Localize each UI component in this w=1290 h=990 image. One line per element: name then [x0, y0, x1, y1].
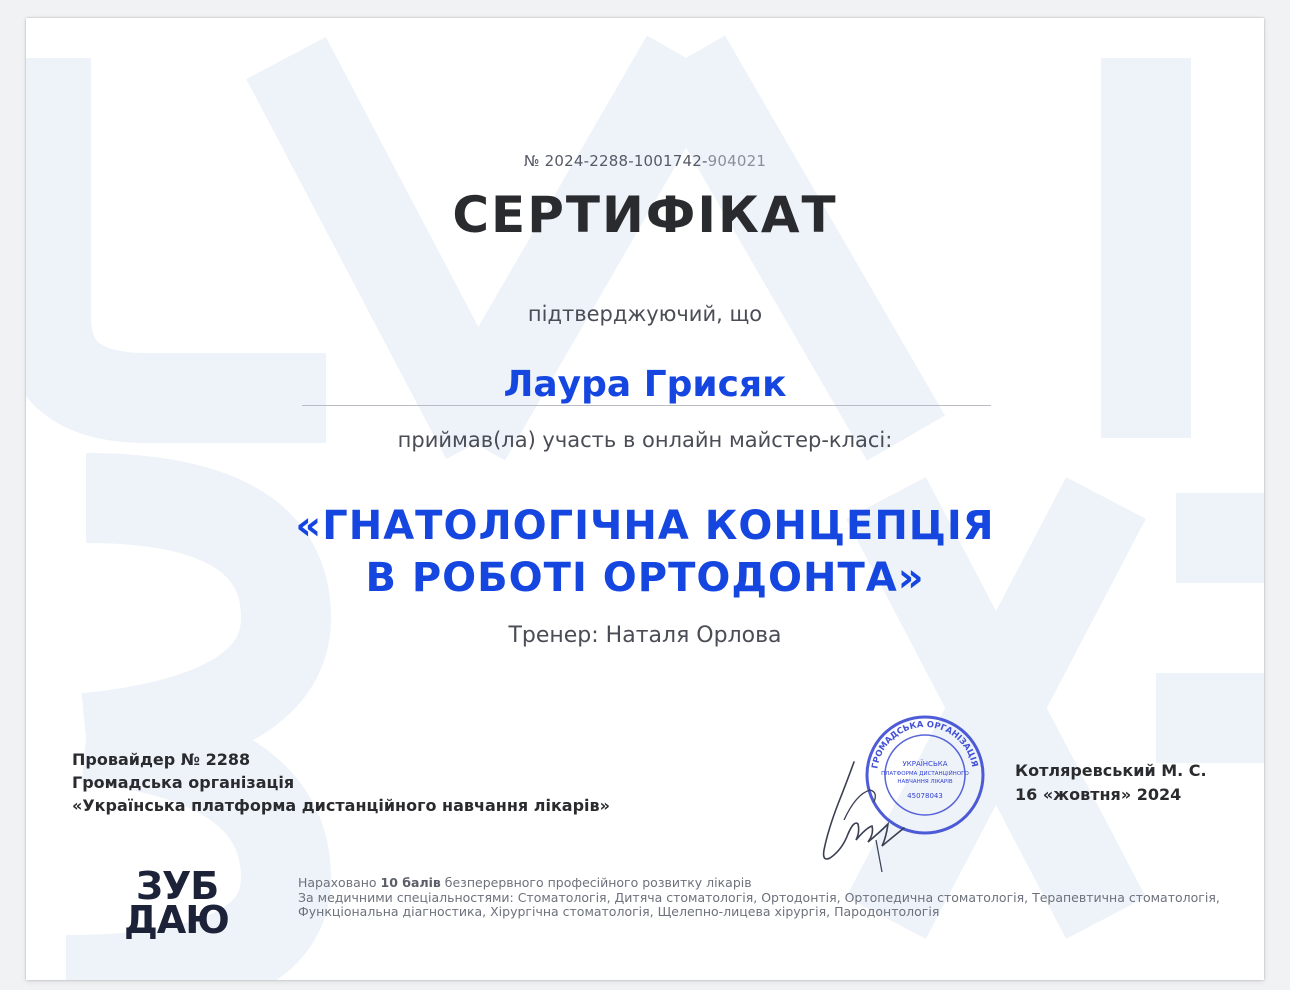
logo-line2: ДАЮ [124, 898, 229, 942]
certificate-number [26, 152, 1264, 170]
stamp-code: 45078043 [907, 792, 943, 800]
certificate-title: СЕРТИФІКАТ [452, 186, 838, 244]
points-line [298, 876, 1238, 891]
points-intro: Нараховано [298, 875, 377, 890]
signer-block [1015, 759, 1207, 807]
recipient-name: Лаура Грисяк [503, 364, 787, 405]
course-title-line2: В РОБОТІ ОРТОДОНТА» [365, 555, 925, 601]
points-rest: безперервного професійного розвитку лікарів [444, 875, 752, 890]
logo-line1: ЗУБ [136, 864, 219, 908]
stamp-outer-text: ГРОМАДСЬКА ОРГАНІЗАЦІЯ [870, 719, 980, 770]
points-amount: 10 балів [380, 875, 441, 890]
provider-org-name: «Українська платформа дистанційного навчання лікарів» [72, 796, 610, 815]
stamp-inner-line1: УКРАЇНСЬКА [902, 760, 948, 768]
participation-text: приймав(ла) участь в онлайн майстер-класі: [397, 428, 893, 452]
certificate-page [26, 18, 1264, 980]
course-title [26, 500, 1264, 604]
stamp-inner-line3: НАВЧАННЯ ЛІКАРІВ [897, 779, 953, 785]
signature-date: 16 «жовтня» 2024 [1015, 785, 1182, 804]
provider-block [72, 748, 610, 817]
signer-name: Котляревський М. С. [1015, 761, 1207, 780]
trainer-name: Тренер: Наталя Орлова [508, 623, 782, 648]
course-title-line1: «ГНАТОЛОГІЧНА КОНЦЕПЦІЯ [295, 503, 995, 549]
confirm-text: підтверджуючий, що [527, 302, 763, 326]
brand-logo [118, 866, 258, 946]
specialties-list: За медичними спеціальностями: Стоматологія, Дитяча стоматологія, Ортодонтія, Ортопедична стоматологія, Терапевтична стоматологія, Функціональна діагностика, Хірургічна стоматологія, Щелепно-лицева хірургія, Пародонтологія [298, 889, 1220, 919]
name-underline [302, 405, 991, 406]
provider-number: Провайдер № 2288 [72, 750, 251, 769]
cpd-points-note [298, 876, 1238, 920]
certificate-number-suffix: 904021 [707, 152, 767, 170]
provider-org-type: Громадська організація [72, 773, 295, 792]
stamp-inner-line2: ПЛАТФОРМА ДИСТАНЦІЙНОГО [881, 771, 969, 777]
certificate-number-prefix: № 2024-2288-1001742- [523, 152, 708, 170]
signature [816, 754, 906, 874]
